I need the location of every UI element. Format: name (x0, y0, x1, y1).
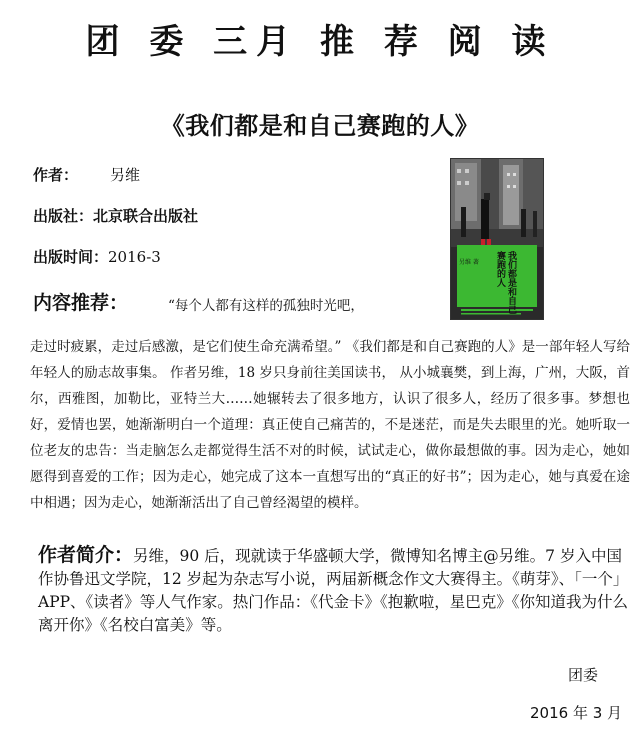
recommendation-first-line: “每个人都有这样的孤独时光吧， (168, 298, 364, 314)
publisher-value: 北京联合出版社 (93, 207, 199, 225)
author-bio (38, 544, 630, 637)
cover-author-text: 另维 著 (459, 259, 479, 266)
recommendation-heading: 内容推荐： (33, 292, 129, 314)
book-title: 《我们都是和自己赛跑的人》 (160, 112, 480, 140)
book-cover-image (450, 158, 544, 320)
author-value: 另维 (110, 166, 141, 184)
author-bio-heading: 作者简介： (38, 544, 134, 566)
signature-org: 团委 (568, 666, 599, 684)
signature-date: 2016 年 3 月 (530, 704, 623, 722)
publisher-row (33, 205, 198, 226)
recommendation-body: 走过时疲累，走过后感激，是它们使生命充满希望。” 《我们都是和自己赛跑的人》是一部年轻人写给年轻人的励志故事集。 作者另维，18 岁只身前往美国读书， 从小城襄樊，到上海，广州，大阪，首尔，西雅图，加勒比，亚特兰大……她辗转去了很多地方，认识了很多人，经历了很多事。梦想也好，爱情也罢，她渐渐明白一个道理：真正使自己痛苦的，不是迷茫，而是失去眼里的光。她听取一位老友的忠告：当走脑怎么走都觉得生活不对的时候，试试走心，做你最想做的事。因为走心，她如愿得到喜爱的工作；因为走心，她完成了这本一直想写出的“真正的好书”；因为走心，她与真爱在途中相遇；因为走心，她渐渐活出了自己曾经渴望的模样。 (30, 339, 630, 511)
document-heading: 团 委 三月 推 荐 阅 读 (85, 22, 555, 62)
author-bio-text: 另维，90 后，现就读于华盛顿大学，微博知名博主@另维。7 岁入中国作协鲁迅文学院，12 岁起为杂志写小说，两届新概念作文大赛得主。《萌芽》、「一个」APP、《读者》等人气作家。热门作品：《代金卡》《抱歉啦，星巴克》《你知道我为什么离开你》《名校白富美》等。 (38, 547, 629, 634)
publish-date-row (33, 246, 161, 267)
author-row (33, 164, 140, 185)
publisher-label: 出版社： (33, 207, 94, 225)
cover-title-text: 我们都是和自己赛跑的人 (495, 251, 516, 314)
publish-date-value: 2016-3 (108, 248, 161, 266)
publish-date-label: 出版时间： (33, 248, 109, 266)
author-label: 作者： (33, 166, 79, 184)
